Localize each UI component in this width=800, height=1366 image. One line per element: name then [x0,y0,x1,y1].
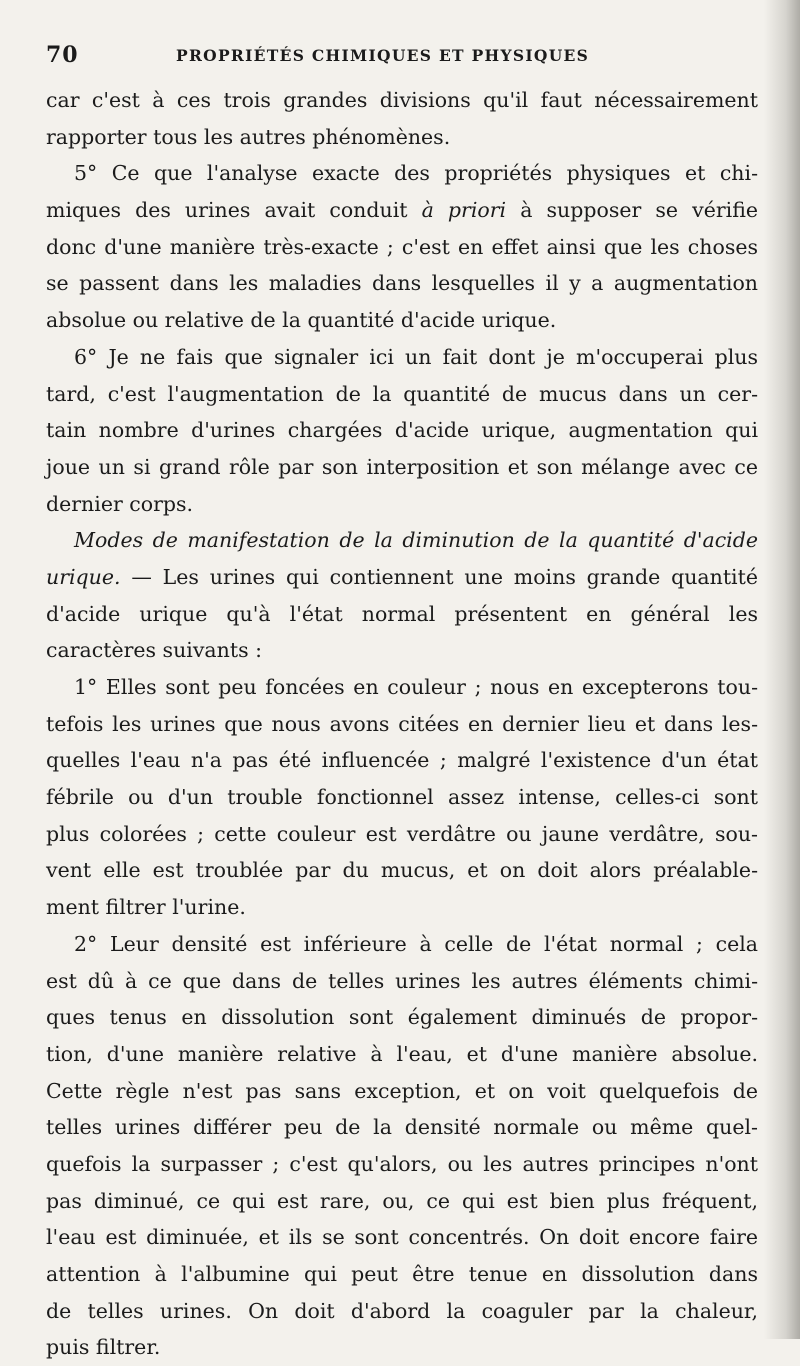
text-line [46,1256,758,1293]
italic-text-run: à priori [421,198,507,223]
body-text [46,82,758,1366]
text-run: Cette règle n'est pas sans exception, et on voit quelquefois de [46,1078,758,1103]
text-line [46,1073,758,1110]
text-line [46,632,758,669]
text-run: à supposer se vérifie [506,198,758,223]
text-line [46,889,758,926]
text-run: attention à l'albumine qui peut être tenue en dissolution dans [46,1262,758,1286]
text-line [46,376,758,413]
text-line [46,669,758,706]
text-run: plus colorées ; cette couleur est verdâtre ou jaune verdâtre, sou- [46,821,758,846]
text-line [46,926,758,963]
text-run: 2° Leur densité est inférieure à celle de l'état normal ; cela [74,931,758,956]
text-run: l'eau est diminuée, et ils se sont concentrés. On doit encore faire [46,1225,758,1250]
text-line [46,412,758,449]
text-line [46,816,758,853]
text-run: absolue ou relative de la quantité d'acide urique. [46,308,557,333]
text-line [46,339,758,376]
text-line [46,1329,758,1366]
text-run: pas diminué, ce qui est rare, ou, ce qui est bien plus fréquent, [46,1188,758,1213]
text-run: dernier corps. [46,491,194,516]
text-run: tain nombre d'urines chargées d'acide urique, augmentation qui [46,418,758,443]
text-line [46,779,758,816]
italic-text-run: Modes de manifestation de la diminution de la quantité d'acide [74,528,758,553]
text-line [46,522,758,559]
text-line [46,1219,758,1256]
text-line [46,155,758,192]
text-line [46,486,758,523]
text-run: telles urines différer peu de la densité normale ou même quel- [46,1115,758,1140]
text-run: fébrile ou d'un trouble fonctionnel assez intense, celles-ci sont [46,785,758,810]
text-run: quelles l'eau n'a pas été influencée ; malgré l'existence d'un état [46,748,758,773]
text-line [46,229,758,266]
text-run: donc d'une manière très-exacte ; c'est en effet ainsi que les choses [46,234,758,259]
text-line [46,1146,758,1183]
text-run: car c'est à ces trois grandes divisions qu'il faut nécessairement [46,88,758,112]
text-line [46,119,758,156]
text-line [46,82,758,119]
text-run: 1° Elles sont peu foncées en couleur ; nous en excepterons tou- [74,675,758,699]
text-line [46,706,758,743]
text-line [46,1036,758,1073]
text-line [46,192,758,229]
text-line [46,449,758,486]
text-run: tefois les urines que nous avons citées en dernier lieu et dans les- [46,711,758,736]
text-run: joue un si grand rôle par son interposition et son mélange avec ce [46,454,758,479]
page-number: 70 [46,42,79,68]
page-header [46,42,760,76]
text-line [46,559,758,596]
text-line [46,596,758,633]
text-run: miques des urines avait conduit [46,198,422,223]
text-run: caractères suivants : [46,638,263,663]
text-run: — Les urines qui contiennent une moins grande quantité [120,564,758,589]
text-line [46,1293,758,1330]
text-run: rapporter tous les autres phénomènes. [46,124,451,149]
text-run: puis filtrer. [46,1335,161,1360]
text-line [46,999,758,1036]
text-line [46,742,758,779]
text-run: vent elle est troublée par du mucus, et on doit alors préalable- [46,858,758,883]
text-run: tard, c'est l'augmentation de la quantité de mucus dans un cer- [46,381,758,406]
running-head: PROPRIÉTÉS CHIMIQUES ET PHYSIQUES [176,46,590,65]
text-run: 6° Je ne fais que signaler ici un fait dont je m'occuperai plus [74,344,758,369]
text-run: ques tenus en dissolution sont également diminués de propor- [46,1005,758,1030]
text-line [46,963,758,1000]
text-run: de telles urines. On doit d'abord la coaguler par la chaleur, [46,1298,758,1323]
text-line [46,1109,758,1146]
text-line [46,1183,758,1220]
text-run: ment filtrer l'urine. [46,895,246,920]
text-run: d'acide urique qu'à l'état normal présentent en général les [46,601,758,626]
italic-text-run: urique. [46,564,121,589]
text-run: quefois la surpasser ; c'est qu'alors, ou les autres principes n'ont [46,1151,758,1176]
text-line [46,265,758,302]
text-run: 5° Ce que l'analyse exacte des propriétés physiques et chi- [74,161,758,186]
text-run: se passent dans les maladies dans lesquelles il y a augmentation [46,271,758,296]
text-line [46,302,758,339]
text-run: tion, d'une manière relative à l'eau, et d'une manière absolue. [46,1041,758,1066]
page-edge-shadow [764,0,800,1339]
text-line [46,852,758,889]
text-run: est dû à ce que dans de telles urines les autres éléments chimi- [46,968,758,993]
